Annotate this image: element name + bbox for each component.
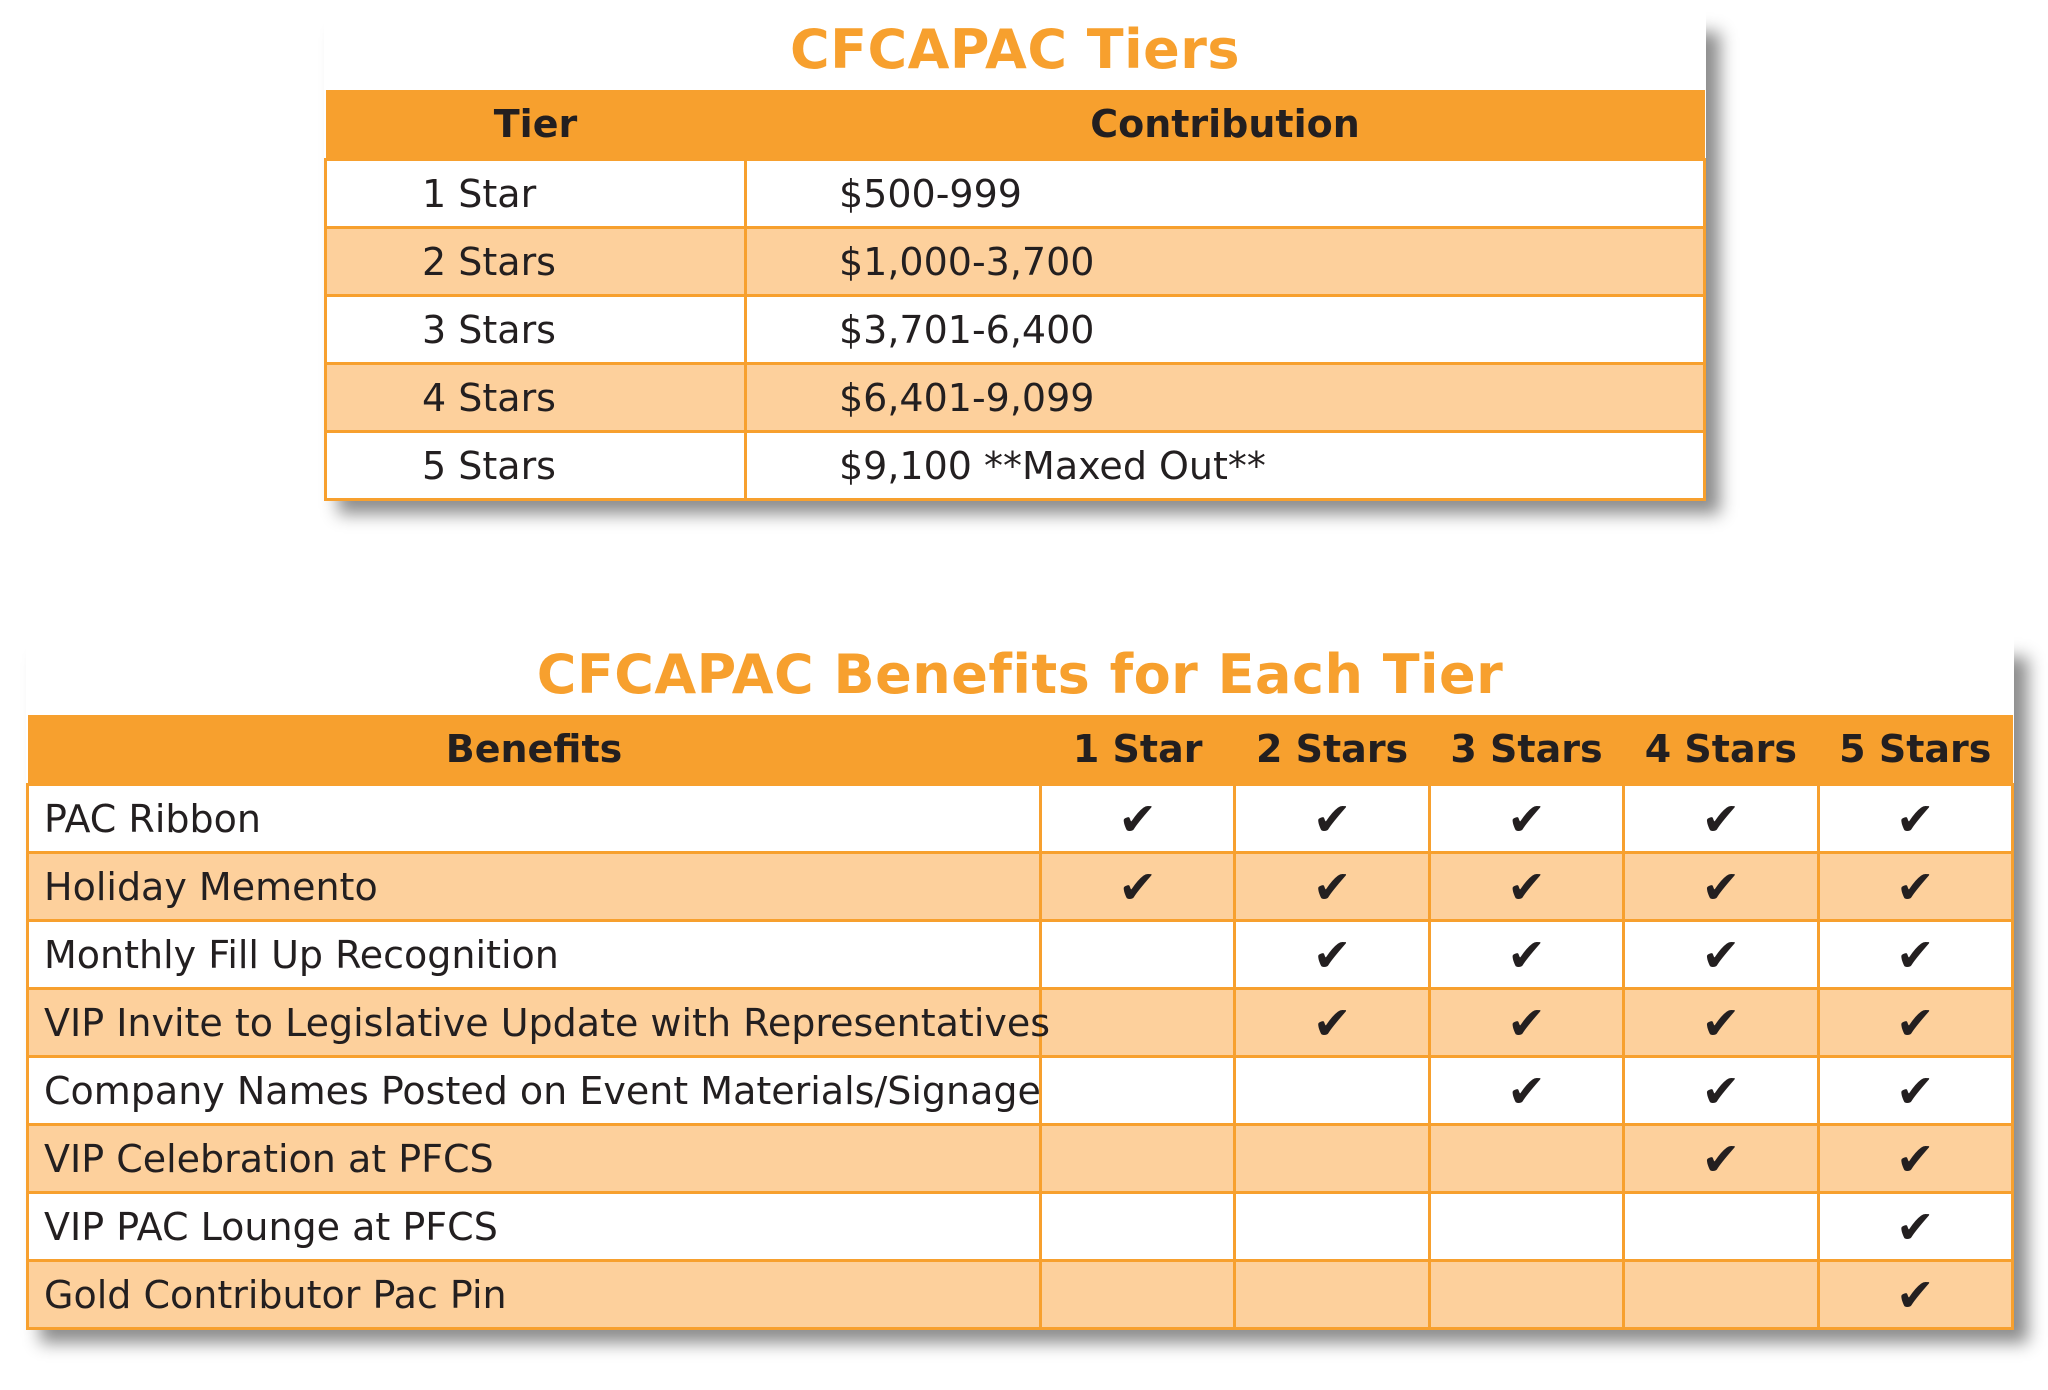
check-icon: ✔ [1235, 921, 1429, 989]
tier-cell: 5 Stars [326, 432, 746, 500]
check-icon: ✔ [1429, 1057, 1623, 1125]
benefit-cell: Gold Contributor Pac Pin [28, 1261, 1041, 1329]
table-row [28, 785, 2013, 853]
check-icon: ✔ [1624, 1057, 1818, 1125]
empty-cell [1235, 1193, 1429, 1261]
contribution-cell: $6,401-9,099 [746, 364, 1705, 432]
contribution-cell: $500-999 [746, 160, 1705, 228]
check-icon: ✔ [1624, 921, 1818, 989]
check-icon: ✔ [1818, 1125, 2012, 1193]
contribution-cell: $3,701-6,400 [746, 296, 1705, 364]
tier-column-header: 3 Stars [1429, 715, 1623, 785]
check-icon: ✔ [1041, 785, 1235, 853]
table-row [28, 1125, 2013, 1193]
check-icon: ✔ [1429, 853, 1623, 921]
empty-cell [1041, 1125, 1235, 1193]
empty-cell [1235, 1125, 1429, 1193]
check-icon: ✔ [1818, 989, 2012, 1057]
benefit-cell: Holiday Memento [28, 853, 1041, 921]
tiers-title: CFCAPAC Tiers [789, 18, 1241, 81]
check-icon: ✔ [1818, 1057, 2012, 1125]
tiers-card [324, 10, 1706, 492]
tier-cell: 4 Stars [326, 364, 746, 432]
empty-cell [1429, 1193, 1623, 1261]
benefit-cell: PAC Ribbon [28, 785, 1041, 853]
check-icon: ✔ [1235, 853, 1429, 921]
empty-cell [1624, 1261, 1818, 1329]
contribution-cell: $9,100 **Maxed Out** [746, 432, 1705, 500]
table-row [326, 296, 1705, 364]
check-icon: ✔ [1818, 921, 2012, 989]
check-icon: ✔ [1041, 853, 1235, 921]
benefits-card [26, 635, 2014, 1321]
empty-cell [1235, 1057, 1429, 1125]
empty-cell [1041, 921, 1235, 989]
table-row [28, 1193, 2013, 1261]
empty-cell [1041, 1057, 1235, 1125]
check-icon: ✔ [1429, 785, 1623, 853]
table-row [28, 989, 2013, 1057]
benefits-header: Benefits [28, 715, 1041, 785]
empty-cell [1429, 1261, 1623, 1329]
check-icon: ✔ [1429, 989, 1623, 1057]
empty-cell [1235, 1261, 1429, 1329]
table-row [326, 364, 1705, 432]
check-icon: ✔ [1624, 785, 1818, 853]
empty-cell [1624, 1193, 1818, 1261]
benefit-cell: Company Names Posted on Event Materials/Signage [28, 1057, 1041, 1125]
tier-header: Tier [326, 90, 746, 160]
table-row [28, 853, 2013, 921]
tier-cell: 1 Star [326, 160, 746, 228]
check-icon: ✔ [1818, 785, 2012, 853]
check-icon: ✔ [1818, 1261, 2012, 1329]
check-icon: ✔ [1235, 989, 1429, 1057]
table-row [326, 432, 1705, 500]
tiers-table [324, 90, 1706, 501]
check-icon: ✔ [1235, 785, 1429, 853]
table-row [28, 1261, 2013, 1329]
check-icon: ✔ [1429, 921, 1623, 989]
contribution-cell: $1,000-3,700 [746, 228, 1705, 296]
empty-cell [1041, 1193, 1235, 1261]
check-icon: ✔ [1624, 989, 1818, 1057]
tier-column-header: 2 Stars [1235, 715, 1429, 785]
table-row [28, 1057, 2013, 1125]
benefits-body [28, 785, 2013, 1329]
benefit-cell: Monthly Fill Up Recognition [28, 921, 1041, 989]
tier-column-header: 5 Stars [1818, 715, 2012, 785]
benefits-table [26, 715, 2014, 1330]
table-row [326, 228, 1705, 296]
check-icon: ✔ [1624, 853, 1818, 921]
contribution-header: Contribution [746, 90, 1705, 160]
empty-cell [1041, 989, 1235, 1057]
tier-cell: 2 Stars [326, 228, 746, 296]
empty-cell [1429, 1125, 1623, 1193]
tier-column-header: 4 Stars [1624, 715, 1818, 785]
empty-cell [1041, 1261, 1235, 1329]
tier-column-header: 1 Star [1041, 715, 1235, 785]
tier-cell: 3 Stars [326, 296, 746, 364]
benefit-cell: VIP PAC Lounge at PFCS [28, 1193, 1041, 1261]
benefits-title: CFCAPAC Benefits for Each Tier [536, 643, 1504, 706]
table-row [326, 160, 1705, 228]
check-icon: ✔ [1818, 1193, 2012, 1261]
check-icon: ✔ [1624, 1125, 1818, 1193]
check-icon: ✔ [1818, 853, 2012, 921]
benefit-cell: VIP Invite to Legislative Update with Representatives [28, 989, 1041, 1057]
table-row [28, 921, 2013, 989]
benefit-cell: VIP Celebration at PFCS [28, 1125, 1041, 1193]
